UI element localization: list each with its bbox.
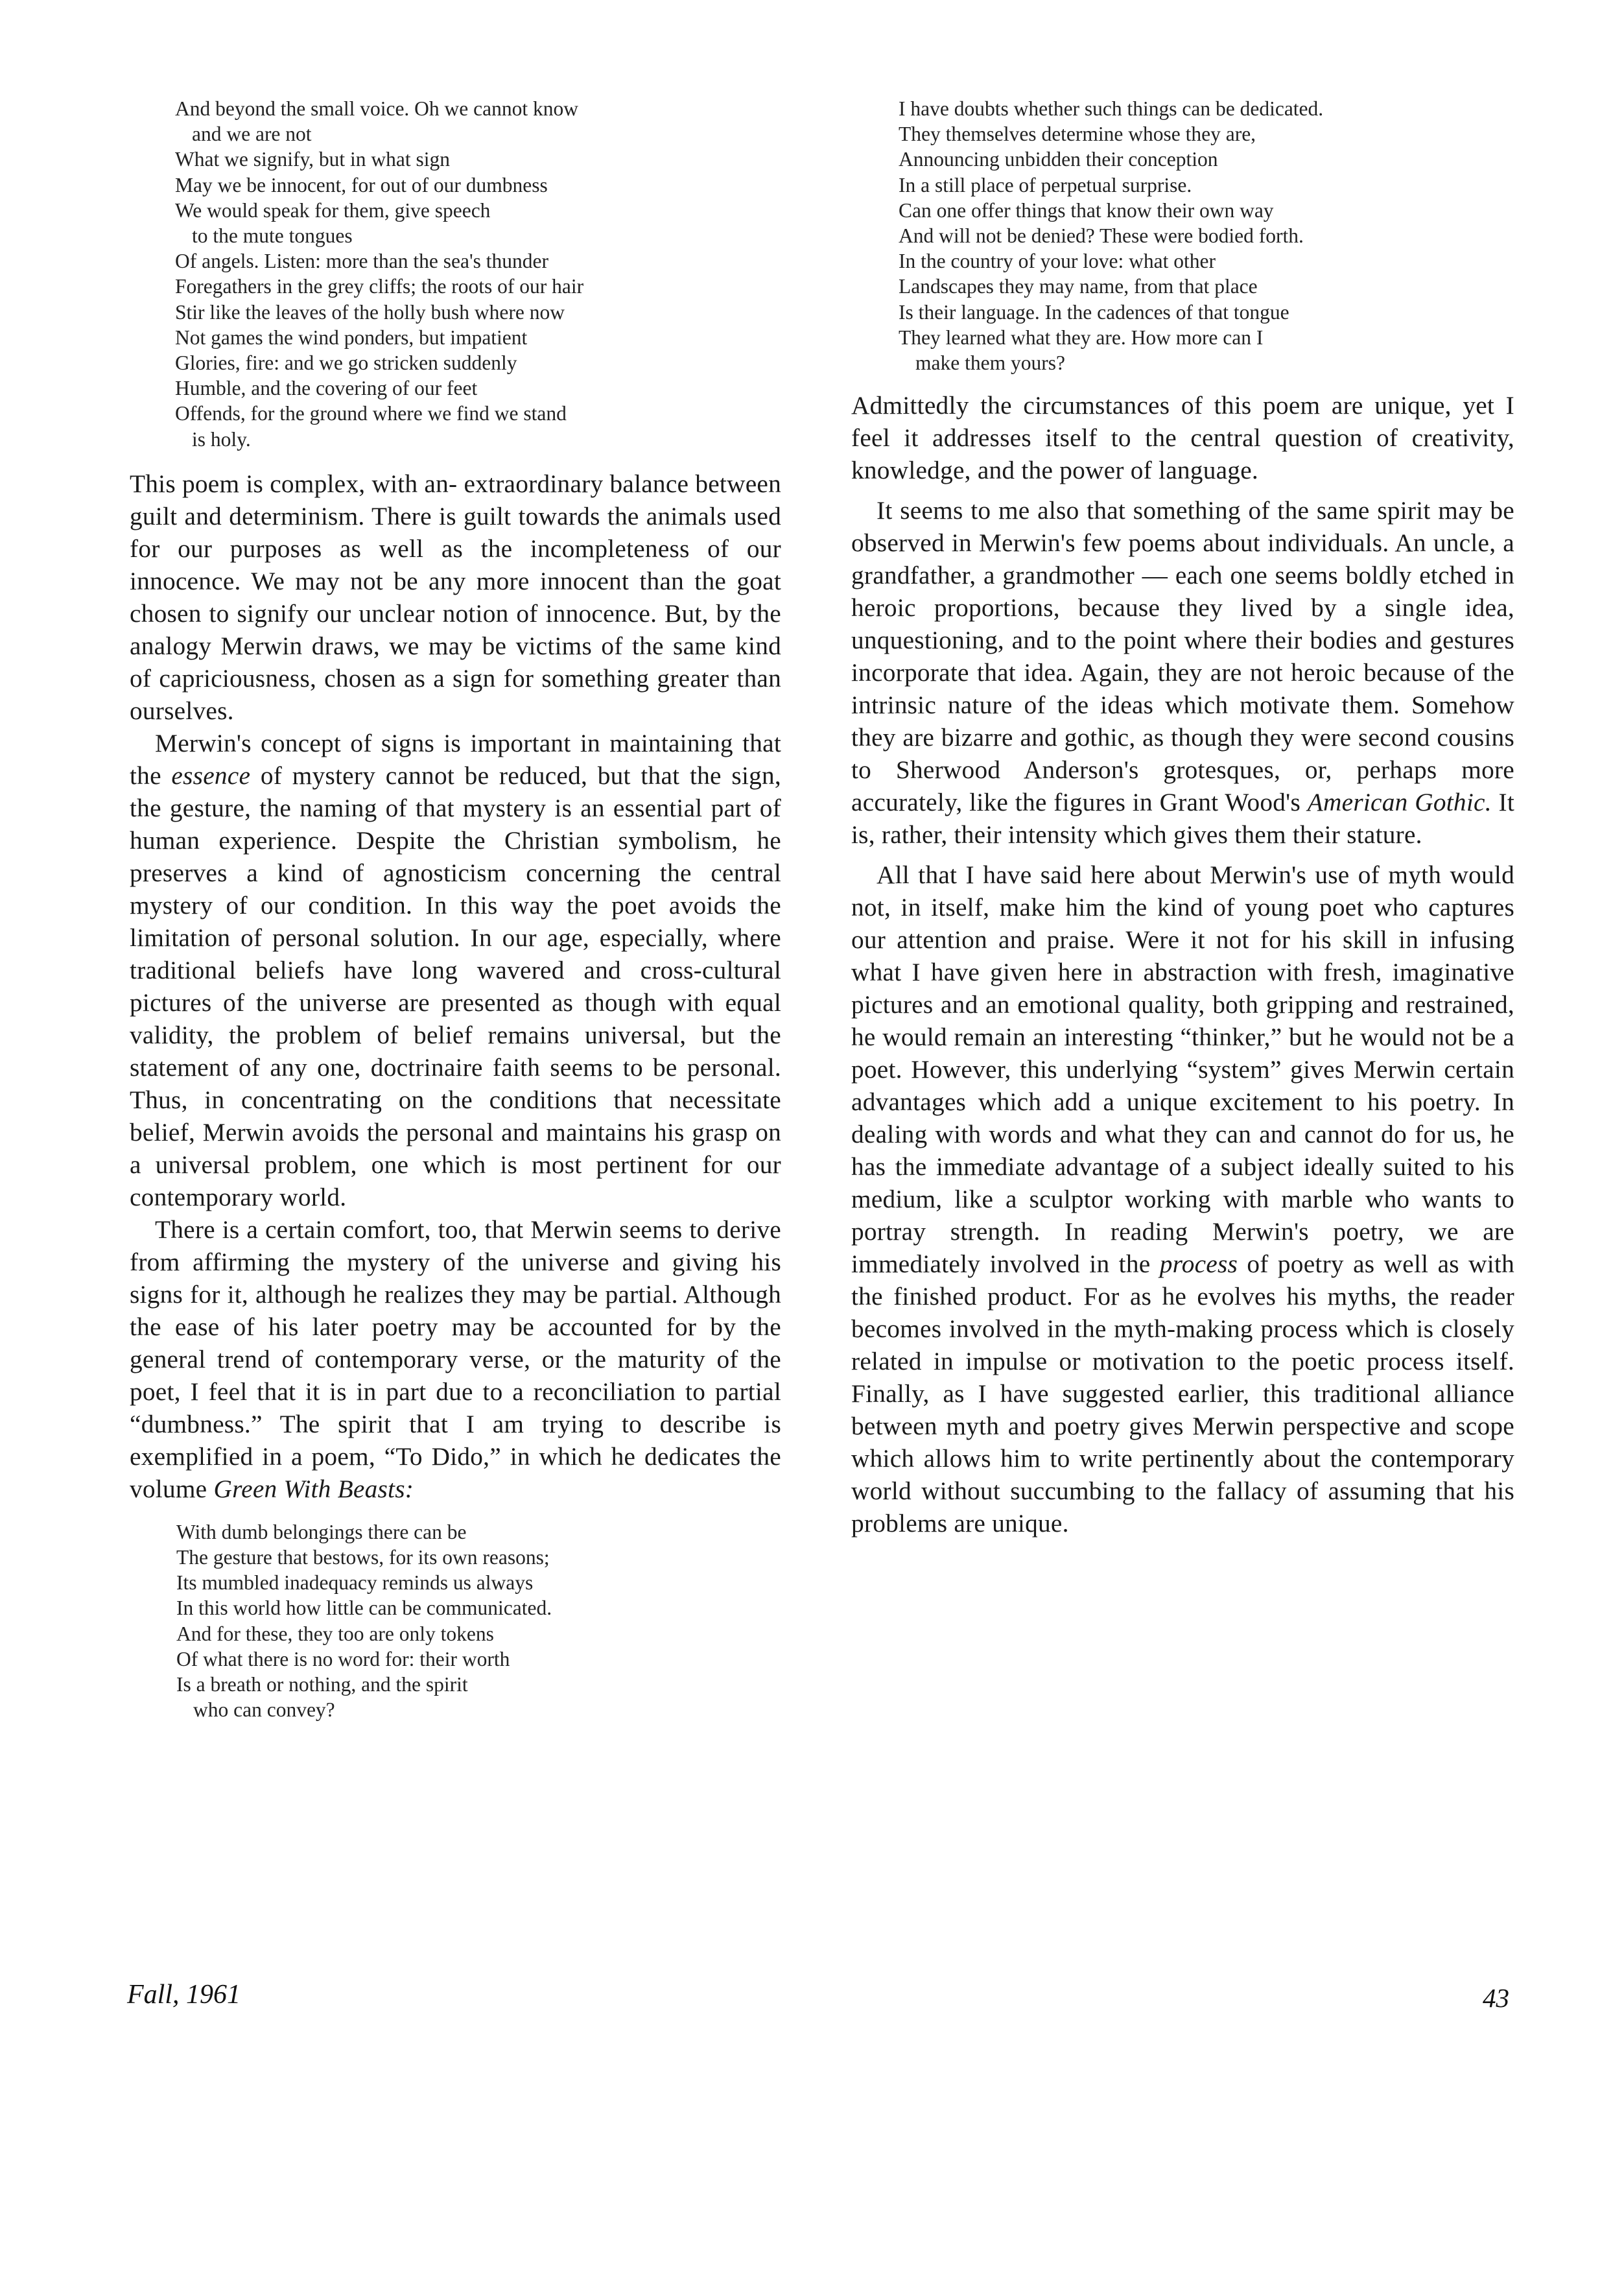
verse-line: Glories, fire: and we go stricken suddenly (175, 351, 517, 375)
verse-line: In the country of your love: what other (899, 250, 1216, 273)
poem-excerpt-1 (130, 96, 781, 452)
paragraph-3: There is a certain comfort, too, that Merwin seems to derive from affirming the mystery of the universe and giving his signs for it, although he realizes they may be partial. Although the ease of his later poetry may be accounted for by the general trend of contemporary verse, or the maturity of the poet, I feel that it is in part due to a reconciliation to partial “dumbness.” The spirit that I am trying to describe is exemplified in a poem, “To Dido,” in which he dedicates the volume Green With Beasts: (130, 1215, 781, 1503)
right-column (851, 96, 1514, 1539)
verse-line: Landscapes they may name, from that place (899, 275, 1258, 298)
verse-line: Humble, and the covering of our feet (175, 377, 478, 400)
paragraph-4: Admittedly the circumstances of this poem are unique, yet I feel it addresses itself to the central question of creativity, knowledge, and the power of language. (851, 391, 1514, 485)
footer-issue-date: Fall, 1961 (127, 1980, 241, 2010)
verse-line: The gesture that bestows, for its own reasons; (176, 1546, 550, 1569)
verse-line: who can convey? (193, 1698, 335, 1722)
verse-line: And beyond the small voice. Oh we cannot know (175, 97, 578, 120)
paragraph-2: Merwin's concept of signs is important in maintaining that the essence of mystery cannot be reduced, but that the sign, the gesture, the naming of that mystery is an essential part of human experience. Despite the Christian symbolism, he preserves a kind of agnosticism concerning the central mystery of our condition. In this way the poet avoids the limitation of personal solution. In our age, especially, where traditional beliefs have long wavered and cross-cultural pictures of the universe are presented as though with equal validity, the problem of belief remains universal, but the statement of any one, doctrinaire faith seems to be personal. Thus, in concentrating on the conditions that necessitate belief, Merwin avoids the personal and maintains his grasp on a universal problem, one which is most pertinent for our contemporary world. (130, 728, 781, 1211)
verse-line: is holy. (192, 427, 251, 451)
verse-line: Announcing unbidden their conception (899, 148, 1218, 171)
verse-line: They learned what they are. How more can I (899, 326, 1264, 349)
left-column (130, 96, 781, 1722)
verse-line: In this world how little can be communicated. (176, 1597, 552, 1620)
verse-line: I have doubts whether such things can be dedicated. (899, 97, 1324, 120)
verse-line: Offends, for the ground where we find we stand (175, 402, 567, 425)
verse-line: Is their language. In the cadences of that tongue (899, 300, 1289, 324)
verse-line: May we be innocent, for out of our dumbness (175, 173, 548, 196)
verse-line: and we are not (192, 123, 312, 146)
verse-line: In a still place of perpetual surprise. (899, 173, 1192, 196)
verse-line: And will not be denied? These were bodied forth. (899, 224, 1304, 248)
verse-line: Not games the wind ponders, but impatient (175, 326, 528, 349)
emphasis-process: process (1159, 1250, 1238, 1279)
paragraph-5: It seems to me also that something of the same spirit may be observed in Merwin's few poems about individuals. An uncle, a grandfather, a grandmother — each one seems boldly etched in heroic proportions, because they lived by a single idea, unquestioning, and to the point where their bodies and gestures incorporate that idea. Again, they are not heroic because of the intrinsic nature of the ideas which motivate them. Somehow they are bizarre and gothic, as though they were second cousins to Sherwood Anderson's grotesques, or, perhaps more accurately, like the figures in Grant Wood's American Gothic. It is, rather, their intensity which gives them their stature. (851, 496, 1514, 849)
verse-line: With dumb belongings there can be (176, 1520, 467, 1543)
paragraph-1: This poem is complex, with an‐ extraordinary balance between guilt and determinism. There is guilt towards the animals used for our purposes as well as the incompleteness of our innocence. We may not be any more innocent than the goat chosen to signify our unclear notion of innocence. But, by the analogy Merwin draws, we may be victims of the same kind of capriciousness, chosen as a sign for something greater than ourselves. (130, 469, 781, 725)
verse-line: Can one offer things that know their own way (899, 198, 1274, 222)
verse-line: Its mumbled inadequacy reminds us always (176, 1571, 534, 1595)
poem-excerpt-to-dido-part-1 (130, 1519, 781, 1723)
painting-title-american-gothic: American Gothic. (1307, 788, 1492, 817)
verse-line: Of what there is no word for: their worth (176, 1647, 510, 1670)
verse-line: Foregathers in the grey cliffs; the roots of our hair (175, 275, 584, 298)
poem-excerpt-to-dido-part-2 (851, 96, 1514, 375)
footer-page-number: 43 (1483, 1983, 1509, 2013)
verse-line: Stir like the leaves of the holly bush where now (175, 300, 565, 324)
verse-line: And for these, they too are only tokens (176, 1622, 494, 1645)
verse-line: to the mute tongues (192, 224, 353, 248)
verse-line: What we signify, but in what sign (175, 148, 451, 171)
verse-line: make them yours? (915, 351, 1065, 375)
verse-line: We would speak for them, give speech (175, 198, 491, 222)
paragraph-6: All that I have said here about Merwin's use of myth would not, in itself, make him the kind of young poet who captures our attention and praise. Were it not for his skill in infusing what I have given here in abstraction with fresh, imaginative pictures and an emotional quality, both gripping and restrained, he would remain an interesting “thinker,” but he would not be a poet. However, this underlying “system” gives Merwin certain advantages which add a unique excitement to his poetry. In dealing with words and what they can and cannot do for us, he has the immediate advantage of a subject ideally suited to his medium, like a sculptor working with marble who wants to portray strength. In reading Merwin's poetry, we are immediately involved in the process of poetry as well as with the finished product. For as he evolves his myths, the reader becomes involved in the myth-making process which is closely related in impulse or motivation to the poetic process itself. Finally, as I have suggested earlier, this traditional alliance between myth and poetry gives Merwin perspective and scope which allows him to write pertinently about the contemporary world without succumbing to the fallacy of assuming that his problems are unique. (851, 861, 1514, 1538)
verse-line: They themselves determine whose they are, (899, 123, 1256, 146)
emphasis-essence: essence (171, 761, 251, 790)
verse-line: Is a breath or nothing, and the spirit (176, 1673, 468, 1696)
book-title-green-with-beasts: Green With Beasts: (213, 1474, 414, 1503)
verse-line: Of angels. Listen: more than the sea's thunder (175, 250, 549, 273)
